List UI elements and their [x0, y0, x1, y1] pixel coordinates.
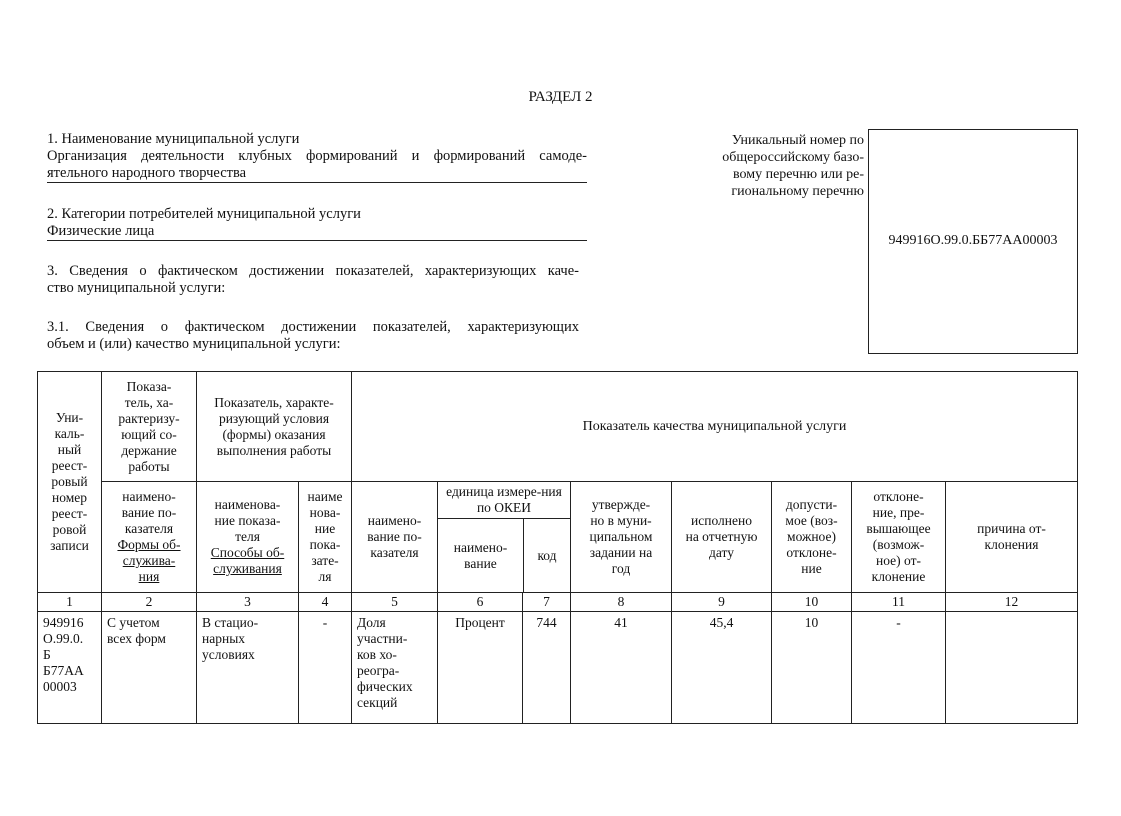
header-line: вание по-: [367, 529, 422, 544]
header-line: теля: [235, 529, 260, 544]
header-line: Способы об-: [210, 545, 285, 560]
cell-line: О.99.0.: [43, 631, 84, 646]
header-line: ципальном: [589, 529, 653, 544]
header-line: ровой: [52, 522, 87, 537]
header-line: клонение: [871, 569, 926, 584]
header-line: ние, пре-: [872, 505, 925, 520]
header-line: мое (воз-: [785, 513, 838, 528]
cell-unit-name: Процент: [438, 612, 523, 724]
column-number: 7: [523, 593, 571, 612]
header-line: вышающее: [866, 521, 931, 536]
header-unique-record: [38, 372, 102, 593]
unique-number-label: [688, 132, 864, 200]
column-number: 2: [102, 593, 197, 612]
consumers-value: Физические лица: [47, 223, 587, 241]
header-line: казателя: [124, 521, 174, 536]
column-number: 5: [352, 593, 438, 612]
header-line: выполнения работы: [216, 442, 332, 458]
cell-line: секций: [357, 695, 398, 710]
cell-service-form: [102, 612, 197, 724]
header-line: год: [611, 561, 631, 576]
column-number: 6: [438, 593, 523, 612]
header-col9: [672, 482, 772, 593]
header-line: пока-: [309, 537, 341, 552]
header-line: вание по-: [121, 505, 177, 520]
cell-unit-code: 744: [523, 612, 571, 724]
header-col12: [946, 482, 1078, 593]
header-line: на отчетную: [685, 529, 758, 544]
header-col3: [197, 482, 299, 593]
cell-allowed-deviation: 10: [772, 612, 852, 724]
header-line: ние: [314, 521, 336, 536]
service-name-heading: 1. Наименование муниципальной услуги: [47, 131, 300, 147]
indicators-heading-line2: ство муниципальной услуги:: [47, 280, 226, 296]
header-line: ное) от-: [876, 553, 921, 568]
cell-line: всех форм: [107, 631, 166, 646]
header-line: служива-: [122, 553, 176, 568]
service-name-value-line2: ятельного народного творчества: [47, 165, 587, 183]
header-conditions-indicator: [197, 372, 352, 482]
cell-line: реогра-: [357, 663, 400, 678]
table-row: [38, 612, 1078, 724]
indicators-heading: [47, 263, 579, 297]
header-col7: код: [537, 547, 557, 563]
volume-quality-line2: объем и (или) качество муниципальной услуги:: [47, 336, 341, 352]
service-name-block: [47, 131, 587, 183]
header-line: отклоне-: [786, 545, 837, 560]
cell-line: участни-: [357, 631, 408, 646]
section-title: РАЗДЕЛ 2: [528, 89, 593, 105]
header-line: наимено-: [122, 489, 176, 504]
header-line: дату: [709, 545, 734, 560]
cell-line: В стацио-: [202, 615, 259, 630]
cell-line: Доля: [357, 615, 386, 630]
header-line: каль-: [54, 426, 85, 441]
header-line: ровый: [51, 474, 88, 489]
header-line: ля: [318, 569, 332, 584]
indicators-heading-line1: 3. Сведения о фактическом достижении показателей, характеризующих каче-: [47, 263, 579, 279]
header-col4: [299, 482, 352, 593]
volume-quality-heading: [47, 319, 579, 353]
cell-line: фических: [357, 679, 413, 694]
column-number-row: [38, 593, 1078, 612]
header-line: наимено-: [367, 513, 422, 528]
header-col2: [102, 482, 197, 593]
header-line: причина от-: [977, 521, 1046, 536]
header-okei: единица измере-ния по ОКЕИ: [438, 482, 570, 519]
header-line: работы: [128, 458, 170, 474]
header-okei-group: [438, 482, 571, 593]
header-col6: [438, 519, 524, 592]
column-number: 8: [571, 593, 672, 612]
unique-number-label-line: гиональному перечню: [731, 184, 864, 199]
header-line: реест-: [51, 506, 88, 521]
header-line: записи: [50, 538, 89, 553]
column-number: 3: [197, 593, 299, 612]
service-name-value-line1: Организация деятельности клубных формирований и формирований самоде-: [47, 148, 587, 164]
unique-number-label-line: Уникальный номер по: [731, 133, 864, 148]
header-line: утвержде-: [591, 497, 651, 512]
header-line: но в муни-: [590, 513, 652, 528]
header-line: зате-: [311, 553, 339, 568]
header-content-indicator: [102, 372, 197, 482]
header-line: Формы об-: [117, 537, 181, 552]
cell-col4: -: [299, 612, 352, 724]
header-line: реест-: [51, 458, 88, 473]
cell-approved: 41: [571, 612, 672, 724]
cell-line: 949916: [43, 615, 84, 630]
cell-service-method: [197, 612, 299, 724]
header-line: тель, ха-: [124, 394, 174, 410]
header-line: (формы) оказания: [222, 426, 326, 442]
unique-number-label-line: общероссийскому базо-: [722, 150, 864, 165]
column-number: 11: [852, 593, 946, 612]
header-line: вание: [464, 555, 497, 571]
header-line: наиме: [307, 489, 343, 504]
cell-line: Б77АА: [43, 663, 84, 678]
unique-number-value: 949916О.99.0.ББ77АА00003: [888, 233, 1058, 248]
cell-indicator-name: [352, 612, 438, 724]
column-number: 4: [299, 593, 352, 612]
column-number: 10: [772, 593, 852, 612]
header-col8: [571, 482, 672, 593]
header-line: ющий со-: [121, 426, 177, 442]
header-col11: [852, 482, 946, 593]
cell-registry-number: [38, 612, 102, 724]
cell-line: С учетом: [107, 615, 160, 630]
header-line: допусти-: [785, 497, 838, 512]
header-line: рактеризу-: [118, 410, 180, 426]
column-number: 12: [946, 593, 1078, 612]
header-line: Показатель, характе-: [214, 394, 334, 410]
cell-line: Б: [43, 647, 51, 662]
header-line: служивания: [213, 561, 282, 576]
header-line: держание: [121, 442, 177, 458]
header-line: задании на: [589, 545, 653, 560]
header-line: исполнено: [691, 513, 752, 528]
header-line: нова-: [309, 505, 341, 520]
cell-line: условиях: [202, 647, 255, 662]
header-line: ния: [138, 569, 160, 584]
cell-line: ков хо-: [357, 647, 397, 662]
header-line: Уни-: [55, 410, 84, 425]
header-col5: [352, 482, 438, 593]
header-col10: [772, 482, 852, 593]
indicators-table: [37, 371, 1078, 724]
header-line: ние: [801, 561, 822, 576]
cell-executed: 45,4: [672, 612, 772, 724]
header-line: Показа-: [126, 378, 172, 394]
header-line: ный: [57, 442, 82, 457]
column-number: 9: [672, 593, 772, 612]
header-line: ние показа-: [214, 513, 281, 528]
header-line: номер: [51, 490, 87, 505]
header-line: можное): [787, 529, 836, 544]
cell-line: 00003: [43, 679, 77, 694]
consumers-block: [47, 206, 587, 241]
volume-quality-line1: 3.1. Сведения о фактическом достижении показателей, характеризующих: [47, 319, 579, 335]
header-line: (возмож-: [872, 537, 925, 552]
cell-line: нарных: [202, 631, 246, 646]
consumers-heading: 2. Категории потребителей муниципальной услуги: [47, 206, 361, 222]
header-quality-indicator: Показатель качества муниципальной услуги: [352, 372, 1078, 482]
unique-number-box: [868, 129, 1078, 354]
unique-number-label-line: вому перечню или ре-: [732, 167, 864, 182]
header-line: ризующий условия: [218, 410, 330, 426]
header-line: наименова-: [214, 497, 281, 512]
column-number: 1: [38, 593, 102, 612]
header-line: наимено-: [453, 539, 508, 555]
header-line: отклоне-: [873, 489, 924, 504]
cell-deviation-reason: [946, 612, 1078, 724]
cell-exceeding-deviation: -: [852, 612, 946, 724]
header-line: клонения: [984, 537, 1039, 552]
header-line: казателя: [370, 545, 419, 560]
